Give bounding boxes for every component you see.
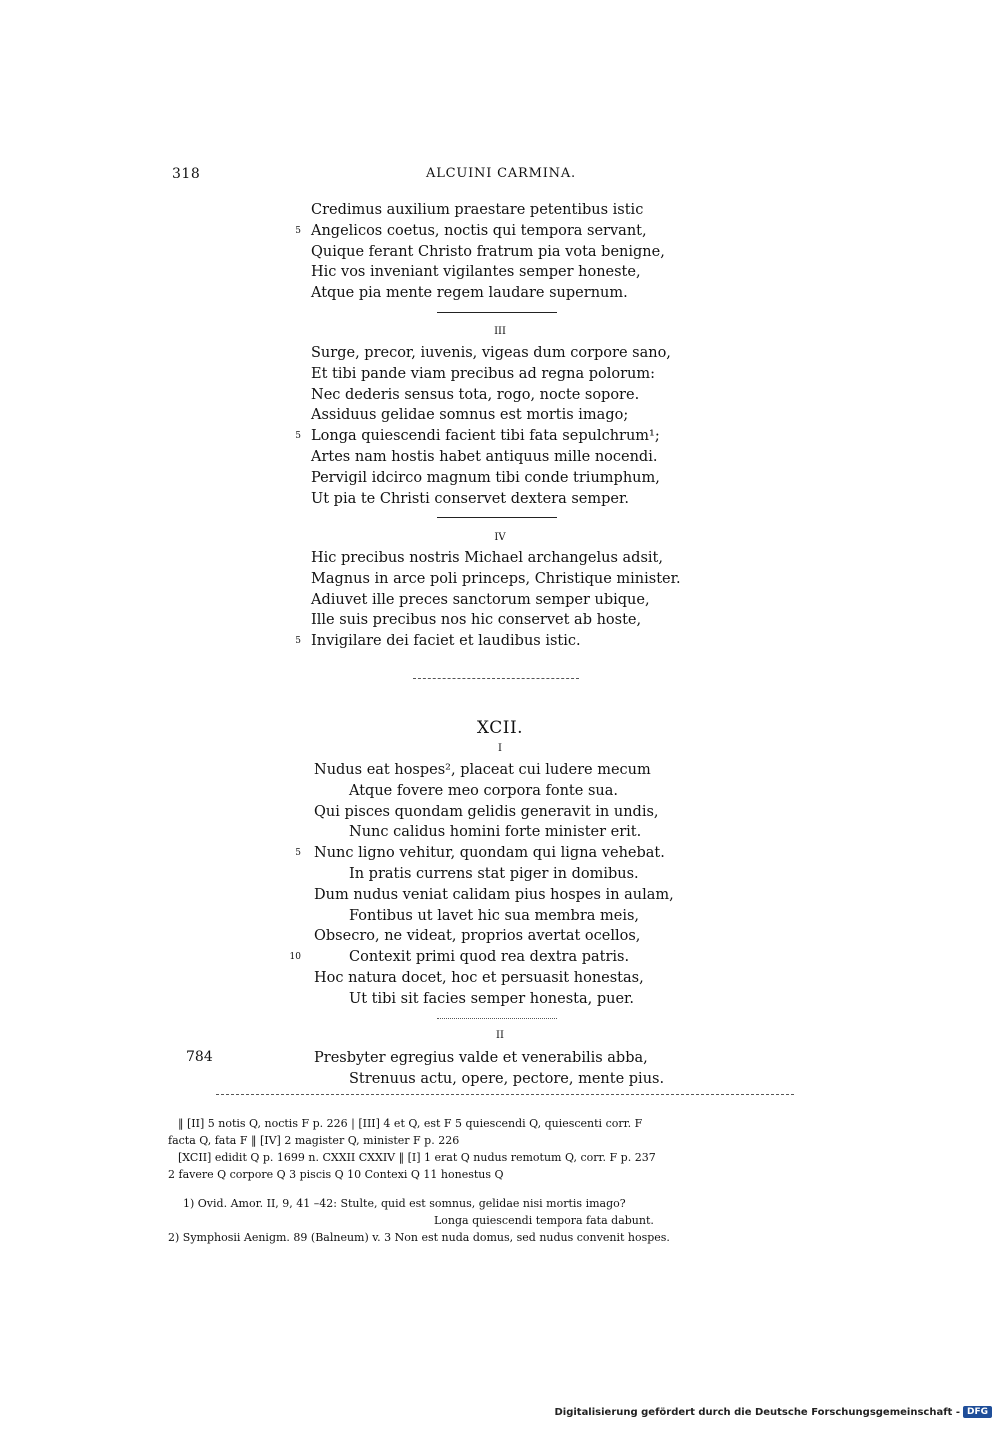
verse-line	[314, 885, 674, 906]
dfg-banner	[554, 1406, 992, 1418]
poem-xcii-part-i	[289, 760, 674, 1010]
verse-text: Magnus in arce poli princeps, Christique minister.	[311, 570, 681, 587]
verse-line	[314, 1048, 664, 1069]
verse-text: Nec dederis sensus tota, rogo, nocte sopore.	[311, 386, 640, 403]
verse-text: Assiduus gelidae somnus est mortis imago;	[311, 407, 629, 424]
verse-text: Ille suis precibus nos hic conservet ab hoste,	[311, 612, 642, 629]
verse-text: Nunc ligno vehitur, quondam qui ligna vehebat.	[314, 845, 665, 862]
line-number: 10	[289, 952, 301, 963]
section-divider	[437, 517, 557, 518]
apparatus-line: 2 favere Q corpore Q 3 piscis Q 10 Contexi Q 11 honestus Q	[168, 1168, 504, 1181]
poem-xcii-part-ii	[314, 1048, 664, 1090]
footnote-line: 1) Ovid. Amor. II, 9, 41 –42: Stulte, quid est somnus, gelidae nisi mortis imago?	[183, 1197, 626, 1210]
line-number: 5	[295, 636, 301, 647]
footnote-line: 2) Symphosii Aenigm. 89 (Balneum) v. 3 Non est nuda domus, sed nudus convenit hospes.	[168, 1231, 670, 1244]
poem-end-divider	[413, 678, 579, 679]
dfg-banner-text: Digitalisierung gefördert durch die Deutsche Forschungsgemeinschaft -	[554, 1406, 960, 1418]
verse-text: Ut tibi sit facies semper honesta, puer.	[349, 990, 635, 1007]
verse-text: Invigilare dei faciet et laudibus istic.	[311, 633, 581, 650]
verse-text: Strenuus actu, opere, pectore, mente pius.	[349, 1070, 665, 1087]
apparatus-line: facta Q, fata F ‖ [IV] 2 magister Q, minister F p. 226	[168, 1134, 460, 1147]
verse-text: Hoc natura docet, hoc et persuasit honestas,	[314, 969, 644, 986]
verse-line	[314, 781, 674, 802]
apparatus-line: [XCII] edidit Q p. 1699 n. CXXII CXXIV ‖ [I] 1 erat Q nudus remotum Q, corr. F p. 237	[178, 1151, 656, 1164]
verse-text: Qui pisces quondam gelidis generavit in undis,	[314, 803, 659, 820]
verse-text: Hic precibus nostris Michael archangelus adsit,	[311, 550, 663, 566]
verse-text: Adiuvet ille preces sanctorum semper ubique,	[311, 591, 650, 608]
verse-line	[311, 569, 681, 590]
verse-line	[311, 200, 665, 221]
line-number: 5	[295, 431, 301, 442]
margin-year: 784	[186, 1049, 213, 1065]
verse-line	[289, 947, 674, 968]
verse-line	[295, 221, 665, 242]
page-number: 318	[172, 166, 201, 182]
verse-line	[311, 385, 671, 406]
verse-line	[311, 262, 665, 283]
verse-text: Nudus eat hospes², placeat cui ludere mecum	[314, 762, 651, 778]
verse-line	[295, 631, 681, 652]
running-title: ALCUINI CARMINA.	[426, 166, 576, 181]
verse-text: Angelicos coetus, noctis qui tempora servant,	[311, 222, 647, 239]
footnotes	[168, 1195, 670, 1246]
verse-line	[311, 590, 681, 611]
verse-text: Longa quiescendi facient tibi fata sepulchrum¹;	[311, 428, 660, 445]
verse-line	[314, 926, 674, 947]
verse-line	[311, 447, 671, 468]
verse-line	[311, 489, 671, 510]
verse-text: Contexit primi quod rea dextra patris.	[349, 949, 630, 966]
apparatus-line: ‖ [II] 5 notis Q, noctis F p. 226 | [III] 4 et Q, est F 5 quiescendi Q, quiescenti corr. F	[178, 1117, 643, 1130]
verse-line	[311, 283, 665, 304]
apparatus-divider	[216, 1094, 794, 1095]
apparatus-criticus	[168, 1115, 656, 1183]
verse-line	[314, 989, 674, 1010]
verse-text: In pratis currens stat piger in domibus.	[349, 865, 639, 882]
verse-text: Atque fovere meo corpora fonte sua.	[349, 782, 618, 799]
poem-iv	[295, 548, 681, 652]
poem-ii-end	[295, 200, 665, 304]
poem-xcii-title: XCII.	[476, 718, 524, 738]
verse-text: Atque pia mente regem laudare supernum.	[311, 285, 628, 302]
dfg-logo: DFG	[963, 1406, 992, 1418]
verse-text: Ut pia te Christi conservet dextera semper.	[311, 490, 629, 507]
verse-text: Surge, precor, iuvenis, vigeas dum corpore sano,	[311, 345, 671, 361]
verse-line	[311, 242, 665, 263]
verse-text: Dum nudus veniat calidam pius hospes in aulam,	[314, 886, 674, 903]
verse-text: Obsecro, ne videat, proprios avertat ocellos,	[314, 928, 641, 945]
verse-line	[311, 468, 671, 489]
verse-text: Et tibi pande viam precibus ad regna polorum:	[311, 365, 656, 382]
verse-line	[311, 364, 671, 385]
verse-line	[314, 822, 674, 843]
verse-line	[311, 405, 671, 426]
verse-line	[295, 426, 671, 447]
verse-line	[314, 802, 674, 823]
verse-line	[314, 1069, 664, 1090]
verse-line	[311, 610, 681, 631]
verse-text: Hic vos inveniant vigilantes semper honeste,	[311, 264, 641, 281]
verse-text: Nunc calidus homini forte minister erit.	[349, 824, 642, 841]
verse-text: Artes nam hostis habet antiquus mille nocendi.	[311, 448, 658, 465]
verse-line	[314, 760, 674, 781]
verse-text: Fontibus ut lavet hic sua membra meis,	[349, 907, 640, 924]
poem-iii	[295, 343, 671, 509]
section-divider	[437, 312, 557, 313]
poem-xcii-part-ii-numeral: II	[496, 1030, 504, 1041]
verse-text: Quique ferant Christo fratrum pia vota benigne,	[311, 243, 665, 260]
verse-text: Presbyter egregius valde et venerabilis abba,	[314, 1050, 648, 1066]
verse-line	[295, 843, 674, 864]
verse-line	[311, 343, 671, 364]
verse-text: Pervigil idcirco magnum tibi conde triumphum,	[311, 469, 660, 486]
verse-text: Credimus auxilium praestare petentibus istic	[311, 202, 644, 218]
line-number: 5	[295, 848, 301, 859]
verse-line	[311, 548, 681, 569]
verse-line	[314, 968, 674, 989]
section-divider	[437, 1018, 557, 1019]
footnote-line: Longa quiescendi tempora fata dabunt.	[434, 1214, 654, 1227]
poem-iii-numeral: III	[494, 326, 506, 337]
verse-line	[314, 906, 674, 927]
verse-line	[314, 864, 674, 885]
poem-iv-numeral: IV	[494, 532, 506, 543]
line-number: 5	[295, 225, 301, 236]
poem-xcii-part-i-numeral: I	[498, 743, 502, 754]
